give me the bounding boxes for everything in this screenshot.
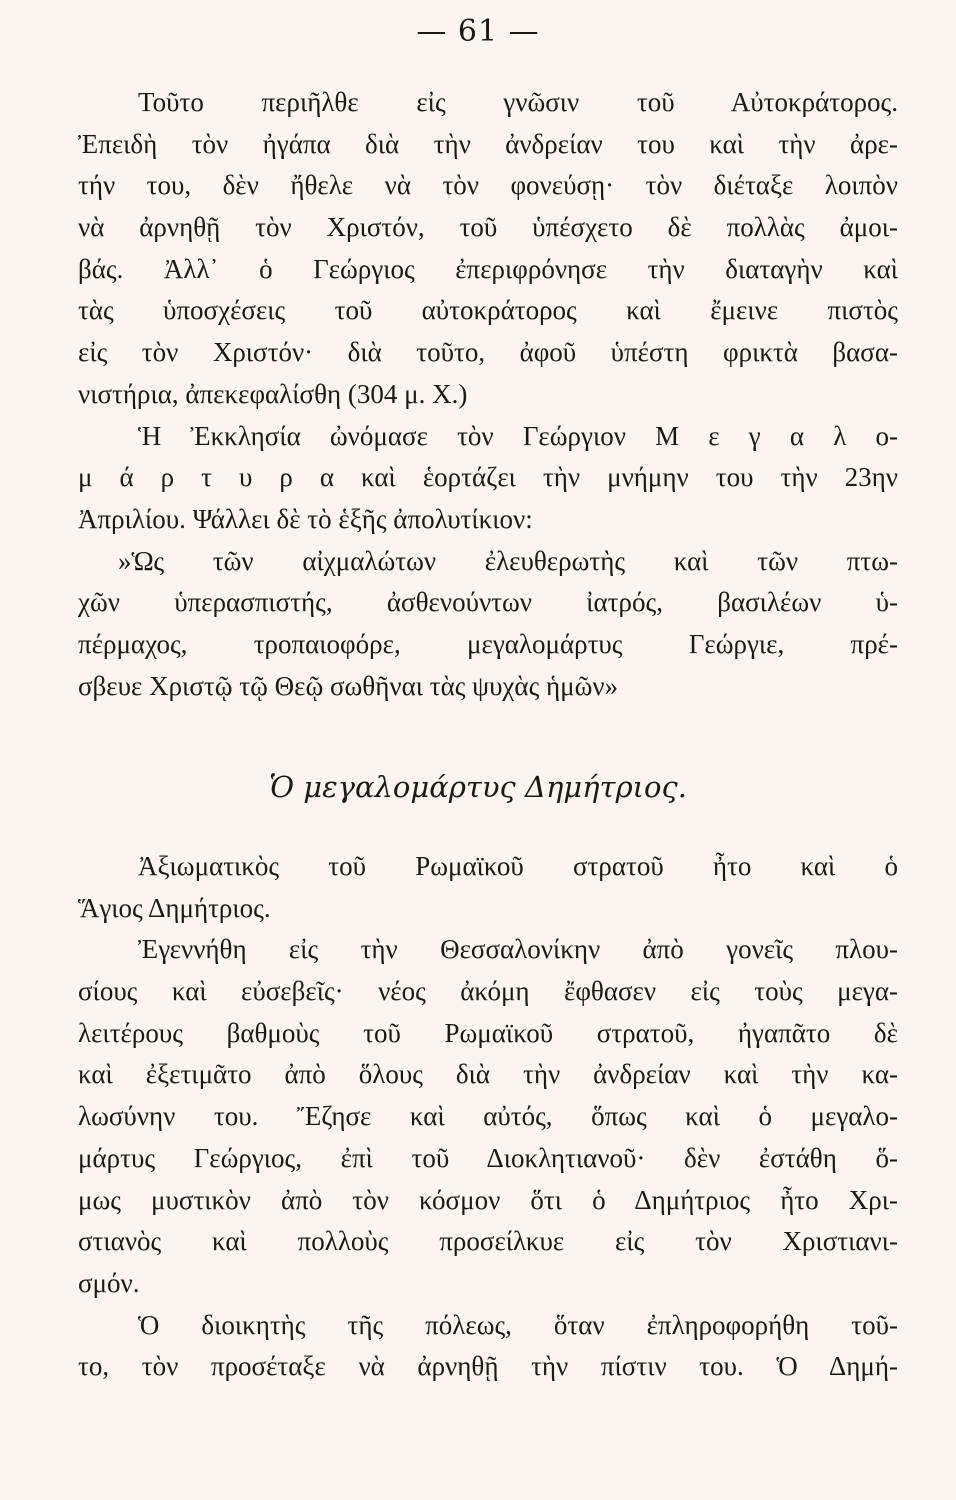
text-line: εἰς τὸν Χριστόν· διὰ τοῦτο, ἀφοῦ ὑπέστη φρικτὰ βασα- (78, 337, 898, 368)
text-line: Ἐπειδὴ τὸν ἠγάπα διὰ τὴν ἀνδρείαν του καὶ τὴν ἀρε- (78, 128, 898, 159)
text-line: βάς. Ἀλλ᾽ ὁ Γεώργιος ἐπεριφρόνησε τὴν διαταγὴν καὶ (78, 253, 898, 284)
text-block-georgios (78, 82, 898, 707)
text-line: »Ὡς τῶν αἰχμαλώτων ἐλευθερωτὴς καὶ τῶν πτω- (118, 545, 898, 576)
text-line: λειτέρους βαθμοὺς τοῦ Ρωμαϊκοῦ στρατοῦ, ἠγαπᾶτο δὲ (78, 1017, 898, 1048)
text-line: νιστήρια, ἀπεκεφαλίσθη (304 μ. Χ.) (78, 378, 468, 409)
page-number: — 61 — (416, 14, 540, 49)
text-line: το, τὸν προσέταξε νὰ ἀρνηθῇ τὴν πίστιν του. Ὁ Δημή- (78, 1351, 898, 1382)
text-line: Ἡ Ἐκκλησία ὠνόμασε τὸν Γεώργιον Μ ε γ α λ ο- (138, 420, 898, 451)
text-line: λωσύνην του. Ἔζησε καὶ αὐτός, ὅπως καὶ ὁ μεγαλο- (78, 1101, 898, 1132)
text-line: καὶ ἐξετιμᾶτο ἀπὸ ὅλους διὰ τὴν ἀνδρείαν καὶ τὴν κα- (78, 1059, 898, 1090)
text-line: σβευε Χριστῷ τῷ Θεῷ σωθῆναι τὰς ψυχὰς ἡμῶν» (78, 670, 619, 701)
text-line: Ἀξιωματικὸς τοῦ Ρωμαϊκοῦ στρατοῦ ἦτο καὶ ὁ (138, 851, 898, 881)
text-line: σίους καὶ εὐσεβεῖς· νέος ἀκόμη ἔφθασεν εἰς τοὺς μεγα- (78, 976, 898, 1007)
text-line: Ὁ διοικητὴς τῆς πόλεως, ὅταν ἐπληροφορήθη τοῦ- (138, 1309, 898, 1340)
text-line: τὰς ὑποσχέσεις τοῦ αὐτοκράτορος καὶ ἔμεινε πιστὸς (78, 295, 898, 326)
text-line: Ἅγιος Δημήτριος. (78, 892, 271, 923)
text-line: πέρμαχος, τροπαιοφόρε, μεγαλομάρτυς Γεώργιε, πρέ- (78, 628, 898, 659)
text-line: μάρτυς Γεώργιος, ἐπὶ τοῦ Διοκλητιανοῦ· δὲν ἐστάθη ὅ- (78, 1142, 898, 1173)
text-line: νὰ ἀρνηθῇ τὸν Χριστόν, τοῦ ὑπέσχετο δὲ πολλὰς ἀμοι- (78, 212, 898, 243)
text-block-dimitrios (78, 846, 898, 1388)
text-line: μ ά ρ τ υ ρ α καὶ ἑορτάζει τὴν μνήμην του τὴν 23ην (78, 462, 898, 493)
text-line: Τοῦτο περιῆλθε εἰς γνῶσιν τοῦ Αὐτοκράτορος. (138, 87, 898, 117)
text-line: σμόν. (78, 1267, 140, 1298)
text-line: στιανὸς καὶ πολλοὺς προσείλκυε εἰς τὸν Χριστιανι- (78, 1226, 898, 1257)
text-line: Ἀπριλίου. Ψάλλει δὲ τὸ ἑξῆς ἀπολυτίκιον: (78, 503, 533, 534)
section-heading: Ὁ μεγαλομάρτυς Δημήτριος. (269, 770, 687, 804)
text-line: Ἐγεννήθη εἰς τὴν Θεσσαλονίκην ἀπὸ γονεῖς πλου- (138, 934, 898, 965)
text-line: μως μυστικὸν ἀπὸ τὸν κόσμον ὅτι ὁ Δημήτριος ἦτο Χρι- (78, 1184, 898, 1215)
text-line: τήν του, δὲν ἤθελε νὰ τὸν φονεύσῃ· τὸν διέταξε λοιπὸν (78, 170, 898, 201)
text-line: χῶν ὑπερασπιστής, ἀσθενούντων ἰατρός, βασιλέων ὑ- (78, 587, 898, 618)
